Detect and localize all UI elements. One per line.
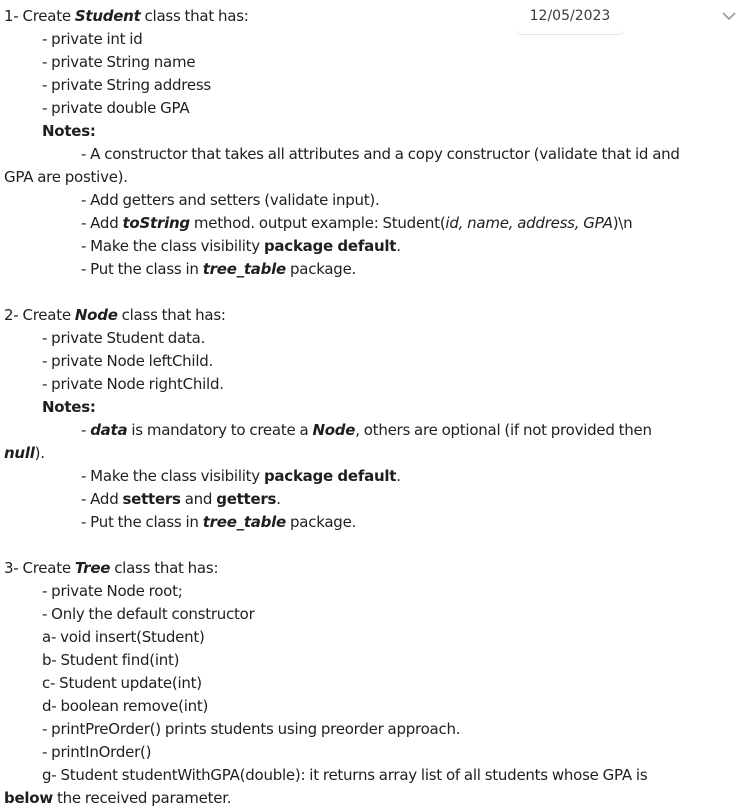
list-item: c- Student update(int) xyxy=(42,674,202,692)
note-item-continued: GPA are postive). xyxy=(4,168,128,186)
list-item: - private String address xyxy=(42,76,211,94)
section-1-heading: 1- Create Student class that has: xyxy=(4,7,249,25)
list-item: - private int id xyxy=(42,30,143,48)
list-item: g- Student studentWithGPA(double): it returns array list of all students whose GPA is xyxy=(42,766,648,784)
note-item: - Put the class in tree_table package. xyxy=(81,260,357,278)
list-item: a- void insert(Student) xyxy=(42,628,205,646)
list-item: - Only the default constructor xyxy=(42,605,255,623)
list-item: - private Node rightChild. xyxy=(42,375,224,393)
note-item: - Add setters and getters. xyxy=(81,490,281,508)
list-item: - private Student data. xyxy=(42,329,206,347)
note-item: - Add toString method. output example: Student(id, name, address, GPA)\n xyxy=(81,214,633,232)
list-item: - printPreOrder() prints students using preorder approach. xyxy=(42,720,461,738)
list-item: d- boolean remove(int) xyxy=(42,697,209,715)
section-3-heading: 3- Create Tree class that has: xyxy=(4,559,219,577)
note-item: - Make the class visibility package default. xyxy=(81,237,401,255)
notes-label: Notes: xyxy=(42,398,96,416)
note-item: - data is mandatory to create a Node, others are optional (if not provided then xyxy=(81,421,652,439)
notes-label: Notes: xyxy=(42,122,96,140)
list-item: - private double GPA xyxy=(42,99,190,117)
list-item: - printInOrder() xyxy=(42,743,152,761)
section-2-heading: 2- Create Node class that has: xyxy=(4,306,226,324)
list-item: - private Node root; xyxy=(42,582,183,600)
list-item: b- Student find(int) xyxy=(42,651,180,669)
note-item: - Put the class in tree_table package. xyxy=(81,513,357,531)
spacer xyxy=(4,534,734,557)
list-item: - private Node leftChild. xyxy=(42,352,214,370)
list-item-continued: below the received parameter. xyxy=(4,789,232,807)
note-item: - Add getters and setters (validate input). xyxy=(81,191,380,209)
note-item: - A constructor that takes all attributes and a copy constructor (validate that id and xyxy=(81,145,680,163)
note-item: - Make the class visibility package default. xyxy=(81,467,401,485)
assignment-document xyxy=(4,5,734,810)
date-field[interactable]: 12/05/2023 xyxy=(516,4,624,35)
list-item: - private String name xyxy=(42,53,196,71)
note-item-continued: null). xyxy=(4,444,45,462)
spacer xyxy=(4,281,734,304)
